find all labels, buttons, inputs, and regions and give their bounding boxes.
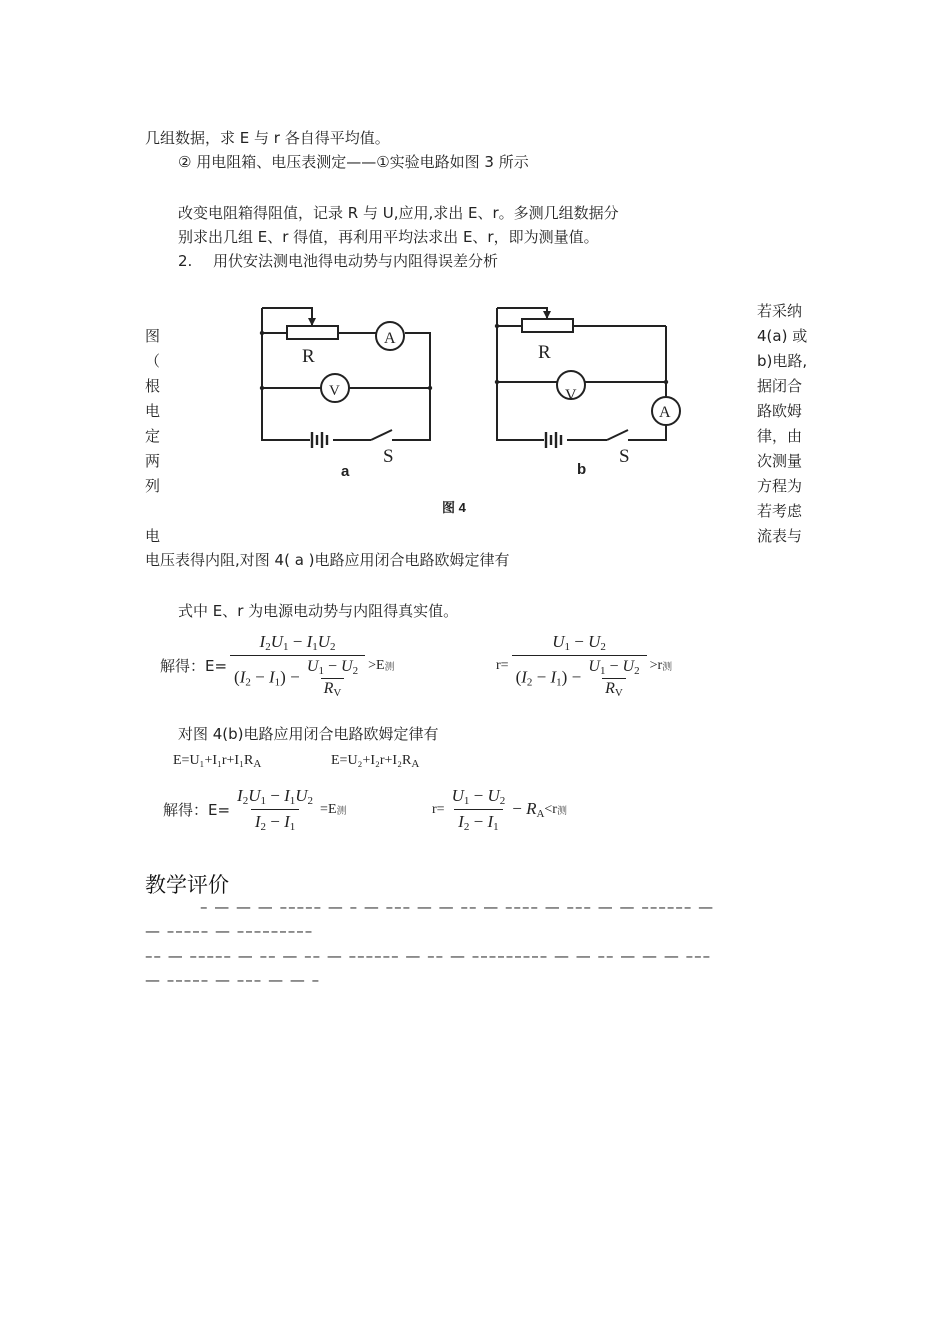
equation-r-a: r= $U_1 - U_2$ $(I_2 - I_1)$ − $\frac{U_1 - U_2}{R_V}$ >r 测 [496, 632, 673, 699]
dash-line: — ––––– — ––––––––– [145, 922, 314, 940]
eq-subscript: 测 [662, 662, 673, 673]
eq-suffix: =E [320, 801, 337, 817]
list-number: 2. [178, 252, 193, 270]
eq-suffix: >E [368, 657, 385, 673]
equation-b1 [173, 751, 261, 774]
text-line: 律，由 [757, 427, 803, 445]
label-circuit-b: b [577, 461, 587, 478]
text-line: 若考虑 [757, 502, 803, 520]
eq-prefix: 解得：E= [163, 801, 231, 819]
text-line: b)电路, [757, 352, 808, 370]
label-v-meter-b: V [565, 387, 577, 404]
label-v-meter: V [329, 383, 340, 399]
list-item-text: 用伏安法测电池得电动势与内阻得误差分析 [213, 252, 499, 270]
eq-subscript: A [253, 758, 262, 770]
text-line: 方程为 [757, 477, 803, 495]
figure-caption: 图 4 [442, 500, 466, 515]
section-title: 教学评价 [145, 873, 229, 897]
text-line: 电压表得内阻,对图 4( a )电路应用闭合电路欧姆定律有 [145, 551, 510, 569]
eq-prefix: r= [496, 657, 509, 673]
dash-line: –– — ––––– — –– — –– — –––––– — –– — ––––––––– — — –– — — — ––– [145, 947, 712, 965]
eq-subscript: A [411, 758, 420, 770]
label-s-b: S [619, 446, 630, 467]
equation-e-a: 解得：E= $I_2U_1 - I_1U_2$ $(I_2 - I_1)$ − $\frac{U_1 - U_2}{R_V}$ >E 测 [160, 632, 395, 699]
eq-suffix: <r [544, 801, 557, 817]
label-circuit-a: a [341, 463, 350, 480]
eq-subscript: 测 [556, 806, 567, 817]
text-char: 两 [145, 452, 161, 470]
equation-e-b: 解得：E= $\frac{I_2U_1 - I_1U_2}{I_2 - I_1}$ =E 测 [163, 786, 347, 833]
text-char: 列 [145, 477, 161, 495]
text-char: 电 [145, 402, 161, 420]
text-line: 流表与 [757, 527, 803, 545]
text-line: 别求出几组 E、r 得值，再利用平均法求出 E、r，即为测量值。 [178, 228, 599, 246]
equation-r-b: r= $\frac{U_1 - U_2}{I_2 - I_1}$ − $R_A$ <r 测 [432, 786, 567, 833]
text-line: 改变电阻箱得阻值，记录 R 与 U,应用,求出 E、r。多测几组数据分 [178, 204, 619, 222]
text-line: 次测量 [757, 452, 803, 470]
text-char: 定 [145, 427, 161, 445]
text-line: 式中 E、r 为电源电动势与内阻得真实值。 [178, 602, 459, 620]
text-line: 若采纳 [757, 302, 803, 320]
label-a-meter-b: A [659, 404, 671, 421]
eq-suffix: >r [649, 657, 663, 673]
text-char: （ [145, 352, 161, 370]
eq-prefix: 解得：E= [160, 657, 228, 675]
eq-prefix: r= [432, 801, 445, 817]
text-line: ② 用电阻箱、电压表测定——①实验电路如图 3 所示 [178, 153, 529, 171]
text-char: 根 [145, 377, 161, 395]
eq-text: E=U₁+I₁r+I₁R [173, 753, 254, 768]
label-r-b: R [538, 342, 551, 363]
dash-line: — ––––– — ––– — — – [145, 971, 321, 989]
label-r-a: R [302, 346, 315, 367]
text-line: 4(a) 或 [757, 327, 808, 345]
text-line: 据闭合 [757, 377, 803, 395]
label-s-a: S [383, 446, 394, 467]
circuit-figure [0, 0, 950, 560]
label-a-meter: A [384, 330, 396, 347]
text-char: 图 [145, 327, 161, 345]
dash-line: – — — — ––––– — – — ––– — — –– — –––– — ––– — — –––––– — [200, 898, 715, 916]
text-line: 对图 4(b)电路应用闭合电路欧姆定律有 [178, 725, 439, 743]
text-char: 电 [145, 527, 161, 545]
eq-text: E=U₂+I₂r+I₂R [331, 753, 412, 768]
text-line: 路欧姆 [757, 402, 803, 420]
eq-subscript: 测 [336, 806, 347, 817]
text-line: 几组数据，求 E 与 r 各自得平均值。 [145, 129, 390, 147]
eq-subscript: 测 [384, 662, 395, 673]
equation-b2 [331, 751, 419, 774]
